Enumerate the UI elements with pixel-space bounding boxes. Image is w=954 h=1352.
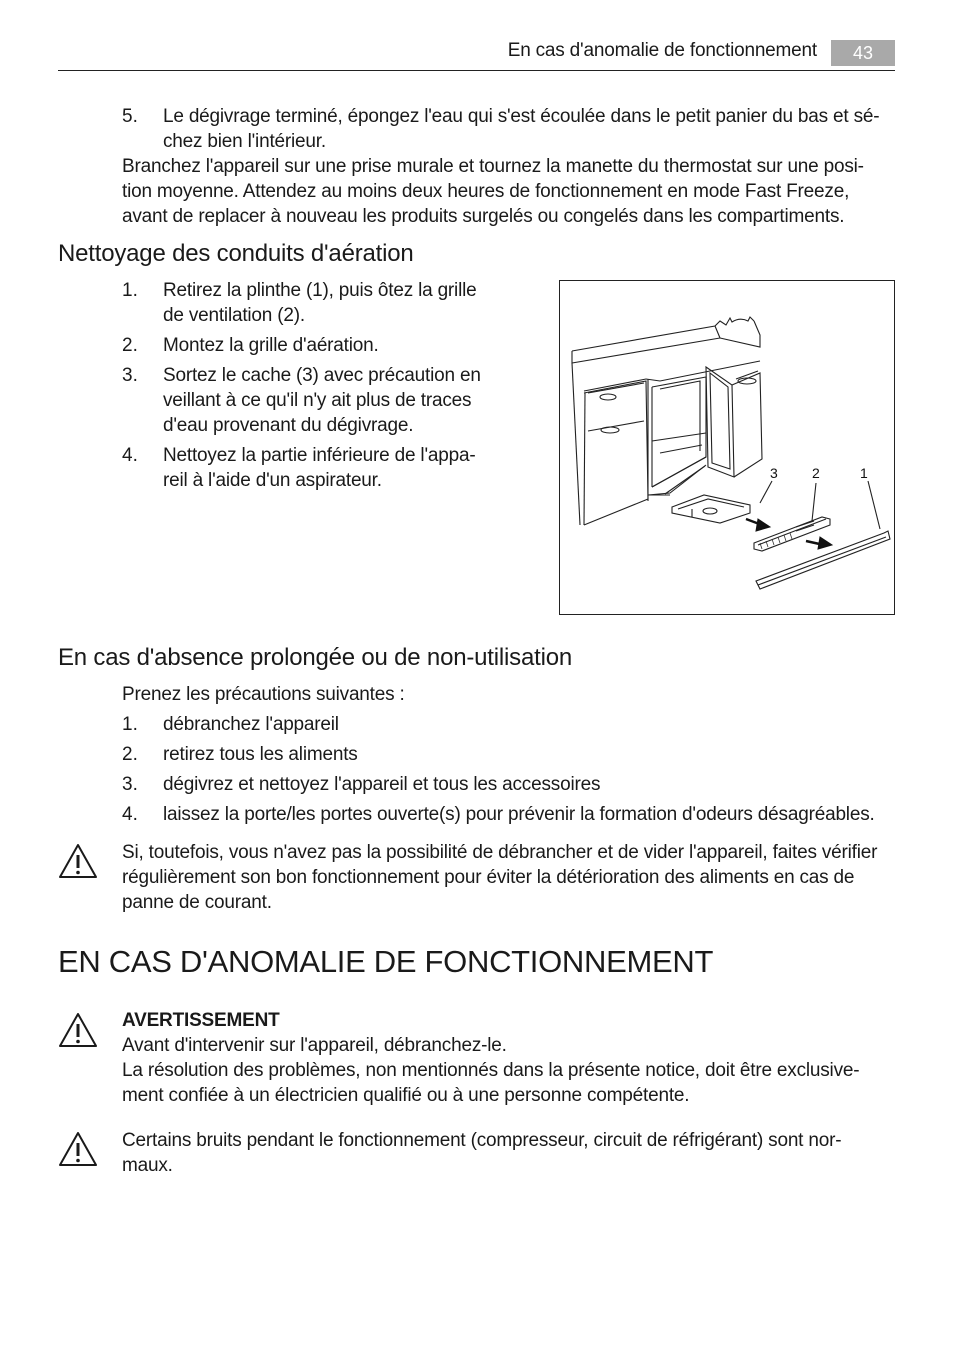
header-divider <box>58 70 895 71</box>
step-text: Retirez la plinthe (1), puis ôtez la grille de ventilation (2). <box>163 280 477 326</box>
warning-triangle-icon <box>58 1012 98 1048</box>
step-text: Montez la grille d'aération. <box>163 335 379 356</box>
step-number: 4. <box>122 804 138 825</box>
step-text: retirez tous les aliments <box>163 744 358 765</box>
page-number: 43 <box>831 40 895 66</box>
step-text: laissez la porte/les portes ouverte(s) pour prévenir la formation d'odeurs désagréables. <box>163 804 875 825</box>
warning-triangle-icon <box>58 1131 98 1167</box>
warning-text: Si, toutefois, vous n'avez pas la possibilité de débrancher et de vider l'appareil, faites vérifier régulièrement son bon fonctionnement pour éviter la détérioration des aliments en cas de panne de courant. <box>122 842 878 913</box>
label-2: 2 <box>812 465 820 481</box>
step-number: 2. <box>122 335 138 356</box>
paragraph-after-step5: Branchez l'appareil sur une prise murale et tournez la manette du thermostat sur une posi- tion moyenne. Attendez au moins deux heures de fonctionnement en mode Fast Freeze, avant de replacer à nouveau les produits surgelés ou congelés dans les compartiments. <box>122 156 864 227</box>
step-number: 3. <box>122 774 138 795</box>
step-number: 1. <box>122 280 138 301</box>
step-text: Le dégivrage terminé, épongez l'eau qui s'est écoulée dans le petit panier du bas et sé- chez bien l'intérieur. <box>163 106 880 152</box>
step-text: Nettoyez la partie inférieure de l'appa- reil à l'aide d'un aspirateur. <box>163 445 476 491</box>
step-text: Sortez le cache (3) avec précaution en veillant à ce qu'il n'y ait plus de traces d'eau provenant du dégivrage. <box>163 365 481 436</box>
step-number: 4. <box>122 445 138 466</box>
step-number: 5. <box>122 106 138 127</box>
intro-text: Prenez les précautions suivantes : <box>122 684 405 705</box>
label-3: 3 <box>770 465 778 481</box>
warning-triangle-icon <box>58 843 98 879</box>
step-number: 2. <box>122 744 138 765</box>
running-header: En cas d'anomalie de fonctionnement <box>507 40 817 61</box>
step-text: débranchez l'appareil <box>163 714 339 735</box>
step-number: 1. <box>122 714 138 735</box>
label-1: 1 <box>860 465 868 481</box>
main-section-title: EN CAS D'ANOMALIE DE FONCTIONNEMENT <box>58 944 714 979</box>
section-title-absence: En cas d'absence prolongée ou de non-utilisation <box>58 644 573 671</box>
step-text: dégivrez et nettoyez l'appareil et tous les accessoires <box>163 774 601 795</box>
warning-block: AVERTISSEMENT Avant d'intervenir sur l'appareil, débranchez-le. La résolution des problèmes, non mentionnés dans la présente notice, doit être exclusive- ment confiée à un électricien qualifié ou à une personne compétente. <box>122 1010 860 1106</box>
note-text: Certains bruits pendant le fonctionnement (compresseur, circuit de réfrigérant) sont nor- maux. <box>122 1130 842 1176</box>
appliance-illustration <box>559 280 895 615</box>
section-title-vents: Nettoyage des conduits d'aération <box>58 240 414 267</box>
step-number: 3. <box>122 365 138 386</box>
warning-title: AVERTISSEMENT <box>122 1010 280 1031</box>
